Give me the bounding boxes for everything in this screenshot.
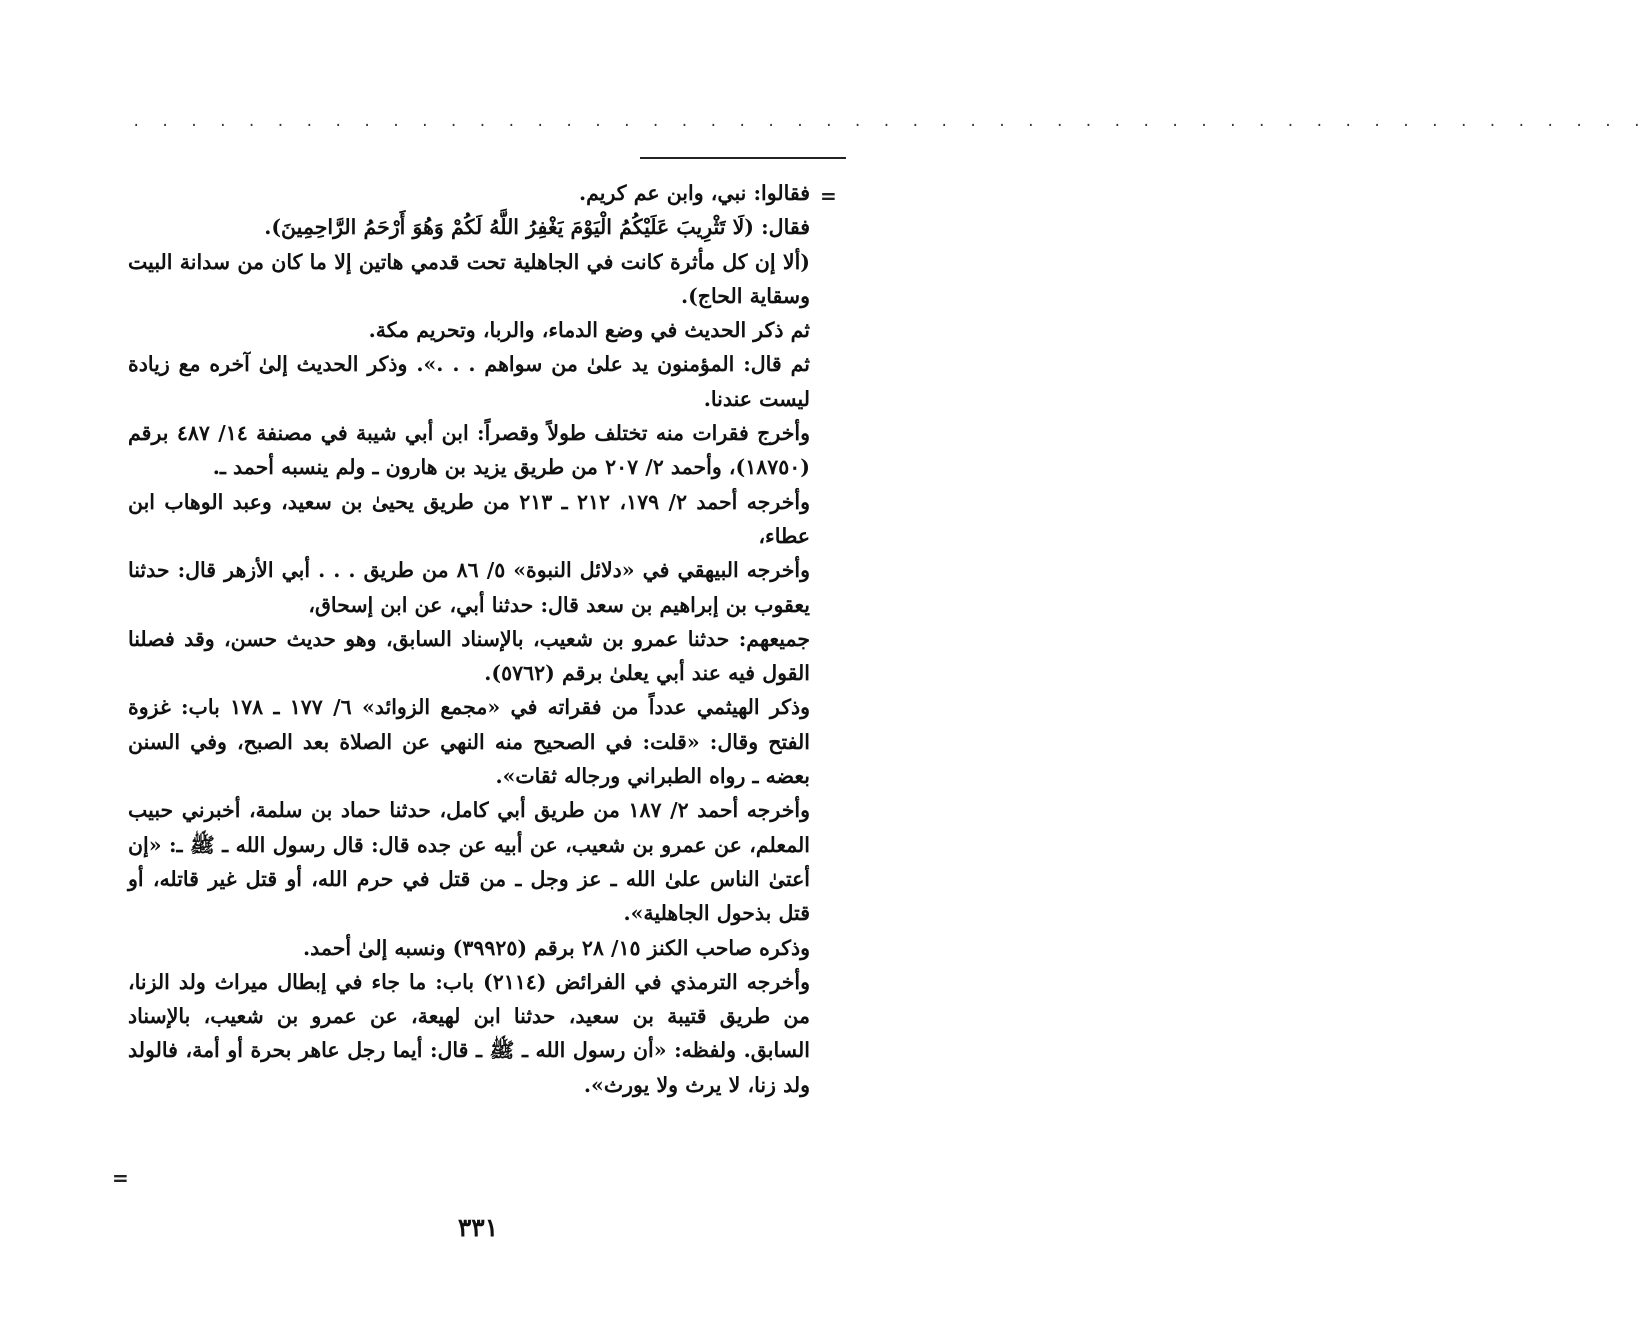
paragraph: وأخرجه الترمذي في الفرائض (٢١١٤) باب: ما جاء في إبطال ميراث ولد الزنا، من طريق قتيبة بن سعيد، حدثنا ابن لهيعة، عن عمرو بن شعيب، بالإسناد السابق. ولفظه: «أن رسول الله ـ ﷺ ـ قال: أيما رجل عاهر بحرة أو أمة، فالولد ولد زنا، لا يرث ولا يورث».: [128, 969, 810, 1097]
paragraph: وأخرجه أحمد ٢/ ١٧٩، ٢١٢ ـ ٢١٣ من طريق يحيىٰ بن سعيد، وعبد الوهاب ابن عطاء،: [128, 489, 811, 548]
continuation-mark-top: =: [820, 184, 837, 208]
paragraph: جميعهم: حدثنا عمرو بن شعيب، بالإسناد السابق، وهو حديث حسن، وقد فصلنا القول فيه عند أبي يعلىٰ برقم (٥٧٦٢).: [128, 626, 810, 686]
footnote-text: [128, 176, 810, 1102]
paragraph: وذكره صاحب الكنز ١٥/ ٢٨ برقم (٣٩٩٢٥) ونسبه إلىٰ أحمد.: [303, 935, 810, 960]
paragraph: فقالوا: نبي، وابن عم كريم.: [579, 181, 810, 205]
continuation-mark-bottom: =: [112, 1166, 129, 1190]
paragraph: وذكر الهيثمي عدداً من فقراته في «مجمع الزوائد» ٦/ ١٧٧ ـ ١٧٨ باب: غزوة الفتح وقال: «قلت: في الصحيح منه النهي عن الصلاة بعد الصبح، وفي السنن بعضه ـ رواه الطبراني ورجاله ثقات».: [128, 695, 810, 789]
footnote-rule: [640, 157, 846, 159]
paragraph: فقال: (لَا تَثْرِيبَ عَلَيْكُمُ الْيَوْمَ يَغْفِرُ اللَّهُ لَكُمْ وَهُوَ أَرْحَمُ الرَّاحِمِينَ).: [264, 215, 810, 240]
paragraph: وأخرج فقرات منه تختلف طولاً وقصراً: ابن أبي شيبة في مصنفة ١٤/ ٤٨٧ برقم (١٨٧٥٠)، وأحمد ٢/ ٢٠٧ من طريق يزيد بن هارون ـ ولم ينسبه أحمد ـ.: [128, 421, 810, 480]
paragraph: ثم قال: المؤمنون يد علىٰ من سواهم . . .». وذكر الحديث إلىٰ آخره مع زيادة ليست عندنا.: [128, 352, 810, 411]
page-number: ٣٣١: [457, 1213, 499, 1242]
paragraph: وأخرجه البيهقي في «دلائل النبوة» ٥/ ٨٦ من طريق . . . أبي الأزهر قال: حدثنا يعقوب بن إبراهيم بن سعد قال: حدثنا أبي، عن ابن إسحاق،: [128, 558, 810, 617]
paragraph: ثم ذكر الحديث في وضع الدماء، والربا، وتحريم مكة.: [368, 318, 810, 343]
paragraph: (ألا إن كل مأثرة كانت في الجاهلية تحت قدمي هاتين إلا ما كان من سدانة البيت وسقاية الحاج).: [128, 249, 810, 308]
dotted-separator: · · · · · · · · · · · · · · · · · · · · · · · · · · · · · · · · · · · · · · · · · · · · · · · · · · · · ·: [132, 118, 1647, 134]
paragraph: وأخرجه أحمد ٢/ ١٨٧ من طريق أبي كامل، حدثنا حماد بن سلمة، أخبرني حبيب المعلم، عن عمرو بن شعيب، عن أبيه عن جده قال: قال رسول الله ـ ﷺ ـ: «إن أعتىٰ الناس علىٰ الله ـ عز وجل ـ من قتل في حرم الله، أو قتل غير قاتله، أو قتل بذحول الجاهلية».: [128, 798, 811, 926]
